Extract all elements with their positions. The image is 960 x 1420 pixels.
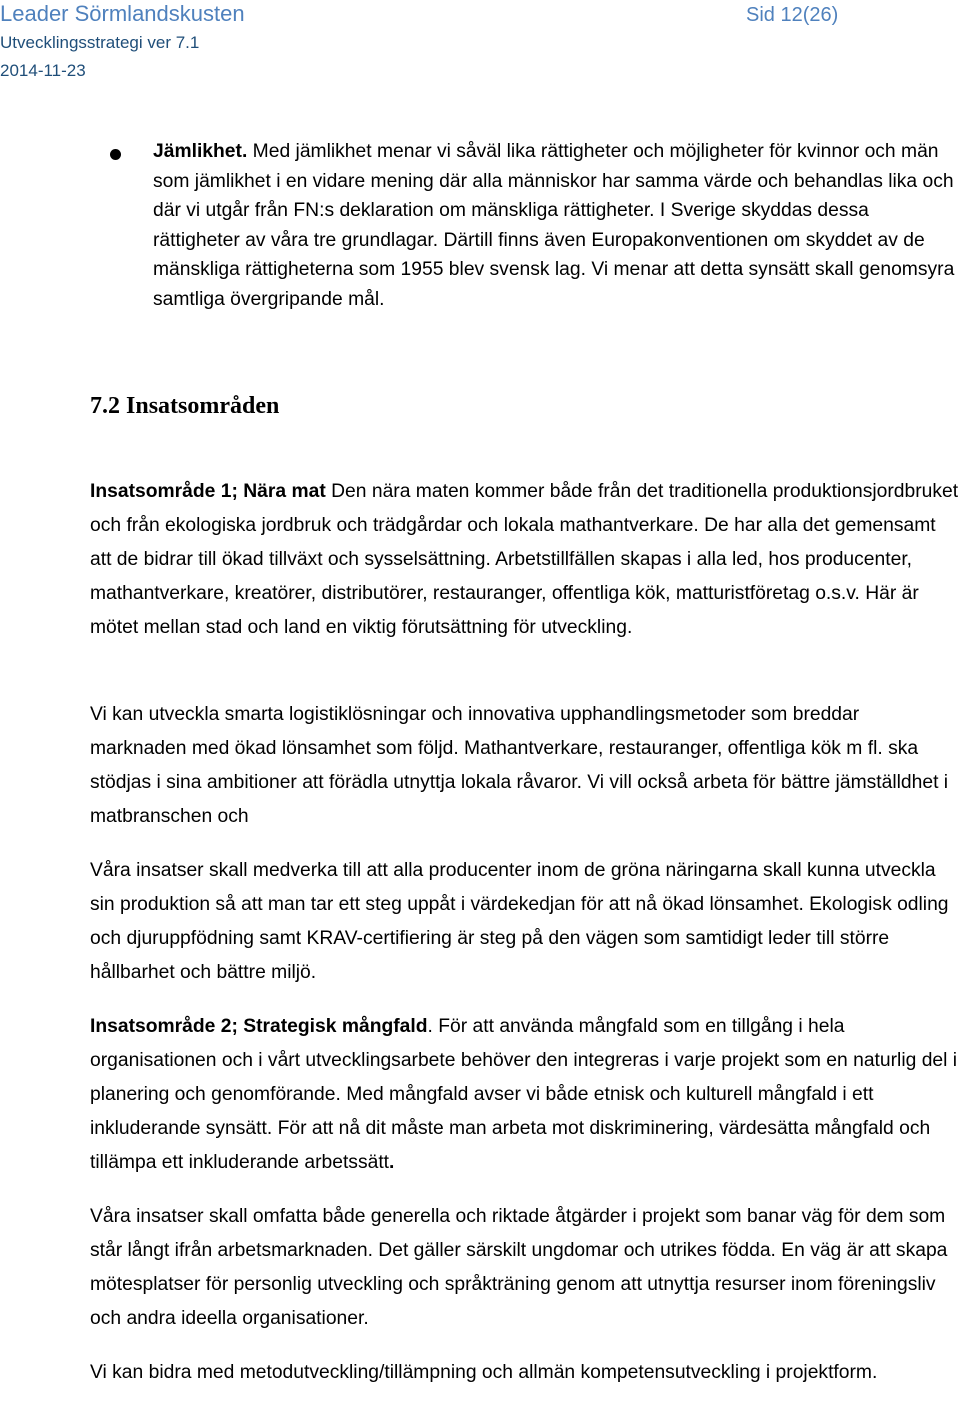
- paragraph-metodutveckling: Vi kan bidra med metodutveckling/tillämpning och allmän kompetensutveckling i projektform.: [90, 1362, 878, 1383]
- paragraph-body: . För att använda mångfald som en tillgång i hela organisationen och i vårt utvecklingsarbete behöver den integreras i varje projekt som en naturlig del i planering och genomförande. Med mångfald avser vi både etnisk och kulturell mångfald i ett inkluderande synsätt. För att nå dit måste man arbeta mot diskriminering, värdesätta mångfald och tillämpa ett inkluderande arbetssätt: [90, 1016, 958, 1173]
- bullet-paragraph: [153, 137, 958, 315]
- bullet-body: Med jämlikhet menar vi såväl lika rättigheter och möjligheter för kvinnor och män som jämlikhet i en vidare mening där alla människor har samma värde och behandlas lika och där vi utgår från FN:s deklaration om mänskliga rättigheter. I Sverige skyddas dessa rättigheter av våra tre grundlagar. Därtill finns även Europakonventionen om skyddet av de mänskliga rättigheterna som 1955 blev svensk lag. Vi menar att detta synsätt skall genomsyra samtliga övergripande mål.: [153, 141, 955, 310]
- document-subtitle: Utvecklingsstrategi ver 7.1: [0, 33, 200, 52]
- paragraph-end: .: [389, 1152, 395, 1173]
- paragraph-arbetsmarknad: Våra insatser skall omfatta både generella och riktade åtgärder i projekt som banar väg för dem som står långt ifrån arbetsmarknaden. Det gäller särskilt ungdomar och utrikes födda. En väg är att skapa mötesplatser för personlig utveckling och språkträning genom att utnyttja resurser inom föreningsliv och andra ideella organisationer.: [90, 1206, 948, 1329]
- page-header: [0, 0, 960, 90]
- paragraph-lead: Insatsområde 2; Strategisk mångfald: [90, 1016, 428, 1037]
- bullet-dot-icon: [110, 149, 121, 160]
- document-title: Leader Sörmlandskusten: [0, 1, 245, 26]
- page-number: Sid 12(26): [746, 4, 839, 26]
- paragraph-grona-naringar: Våra insatser skall medverka till att alla producenter inom de gröna näringarna skall kunna utveckla sin produktion så att man tar ett steg uppåt i värdekedjan för att nå ökad lönsamhet. Ekologisk odling och djuruppfödning samt KRAV-certifiering är steg på den vägen som samtidigt leder till större hållbarhet och bättre miljö.: [90, 860, 949, 983]
- bullet-lead: Jämlikhet.: [153, 141, 248, 162]
- document-date: 2014-11-23: [0, 61, 86, 80]
- section-heading: 7.2 Insatsområden: [90, 393, 280, 419]
- paragraph-logistik: Vi kan utveckla smarta logistiklösningar och innovativa upphandlingsmetoder som breddar marknaden med ökad lönsamhet som följd. Mathantverkare, restauranger, offentliga kök m fl. ska stödjas i sina ambitioner att förädla utnyttja lokala råvaror. Vi vill också arbeta för bättre jämställdhet i matbranschen och: [90, 704, 949, 827]
- paragraph-insatsomrade-1: [90, 475, 960, 645]
- paragraph-body: Den nära maten kommer både från det traditionella produktionsjordbruket och från ekologiska jordbruk och trädgårdar och lokala mathantverkare. De har alla det gemensamt att de bidrar till ökad tillväxt och sysselsättning. Arbetstillfällen skapas i alla led, hos producenter, mathantverkare, kreatörer, distributörer, restauranger, offentliga kök, matturistföretag o.s.v. Här är mötet mellan stad och land en viktig förutsättning för utveckling.: [90, 481, 959, 638]
- paragraph-insatsomrade-2: [90, 1010, 960, 1180]
- paragraph-lead: Insatsområde 1; Nära mat: [90, 481, 326, 502]
